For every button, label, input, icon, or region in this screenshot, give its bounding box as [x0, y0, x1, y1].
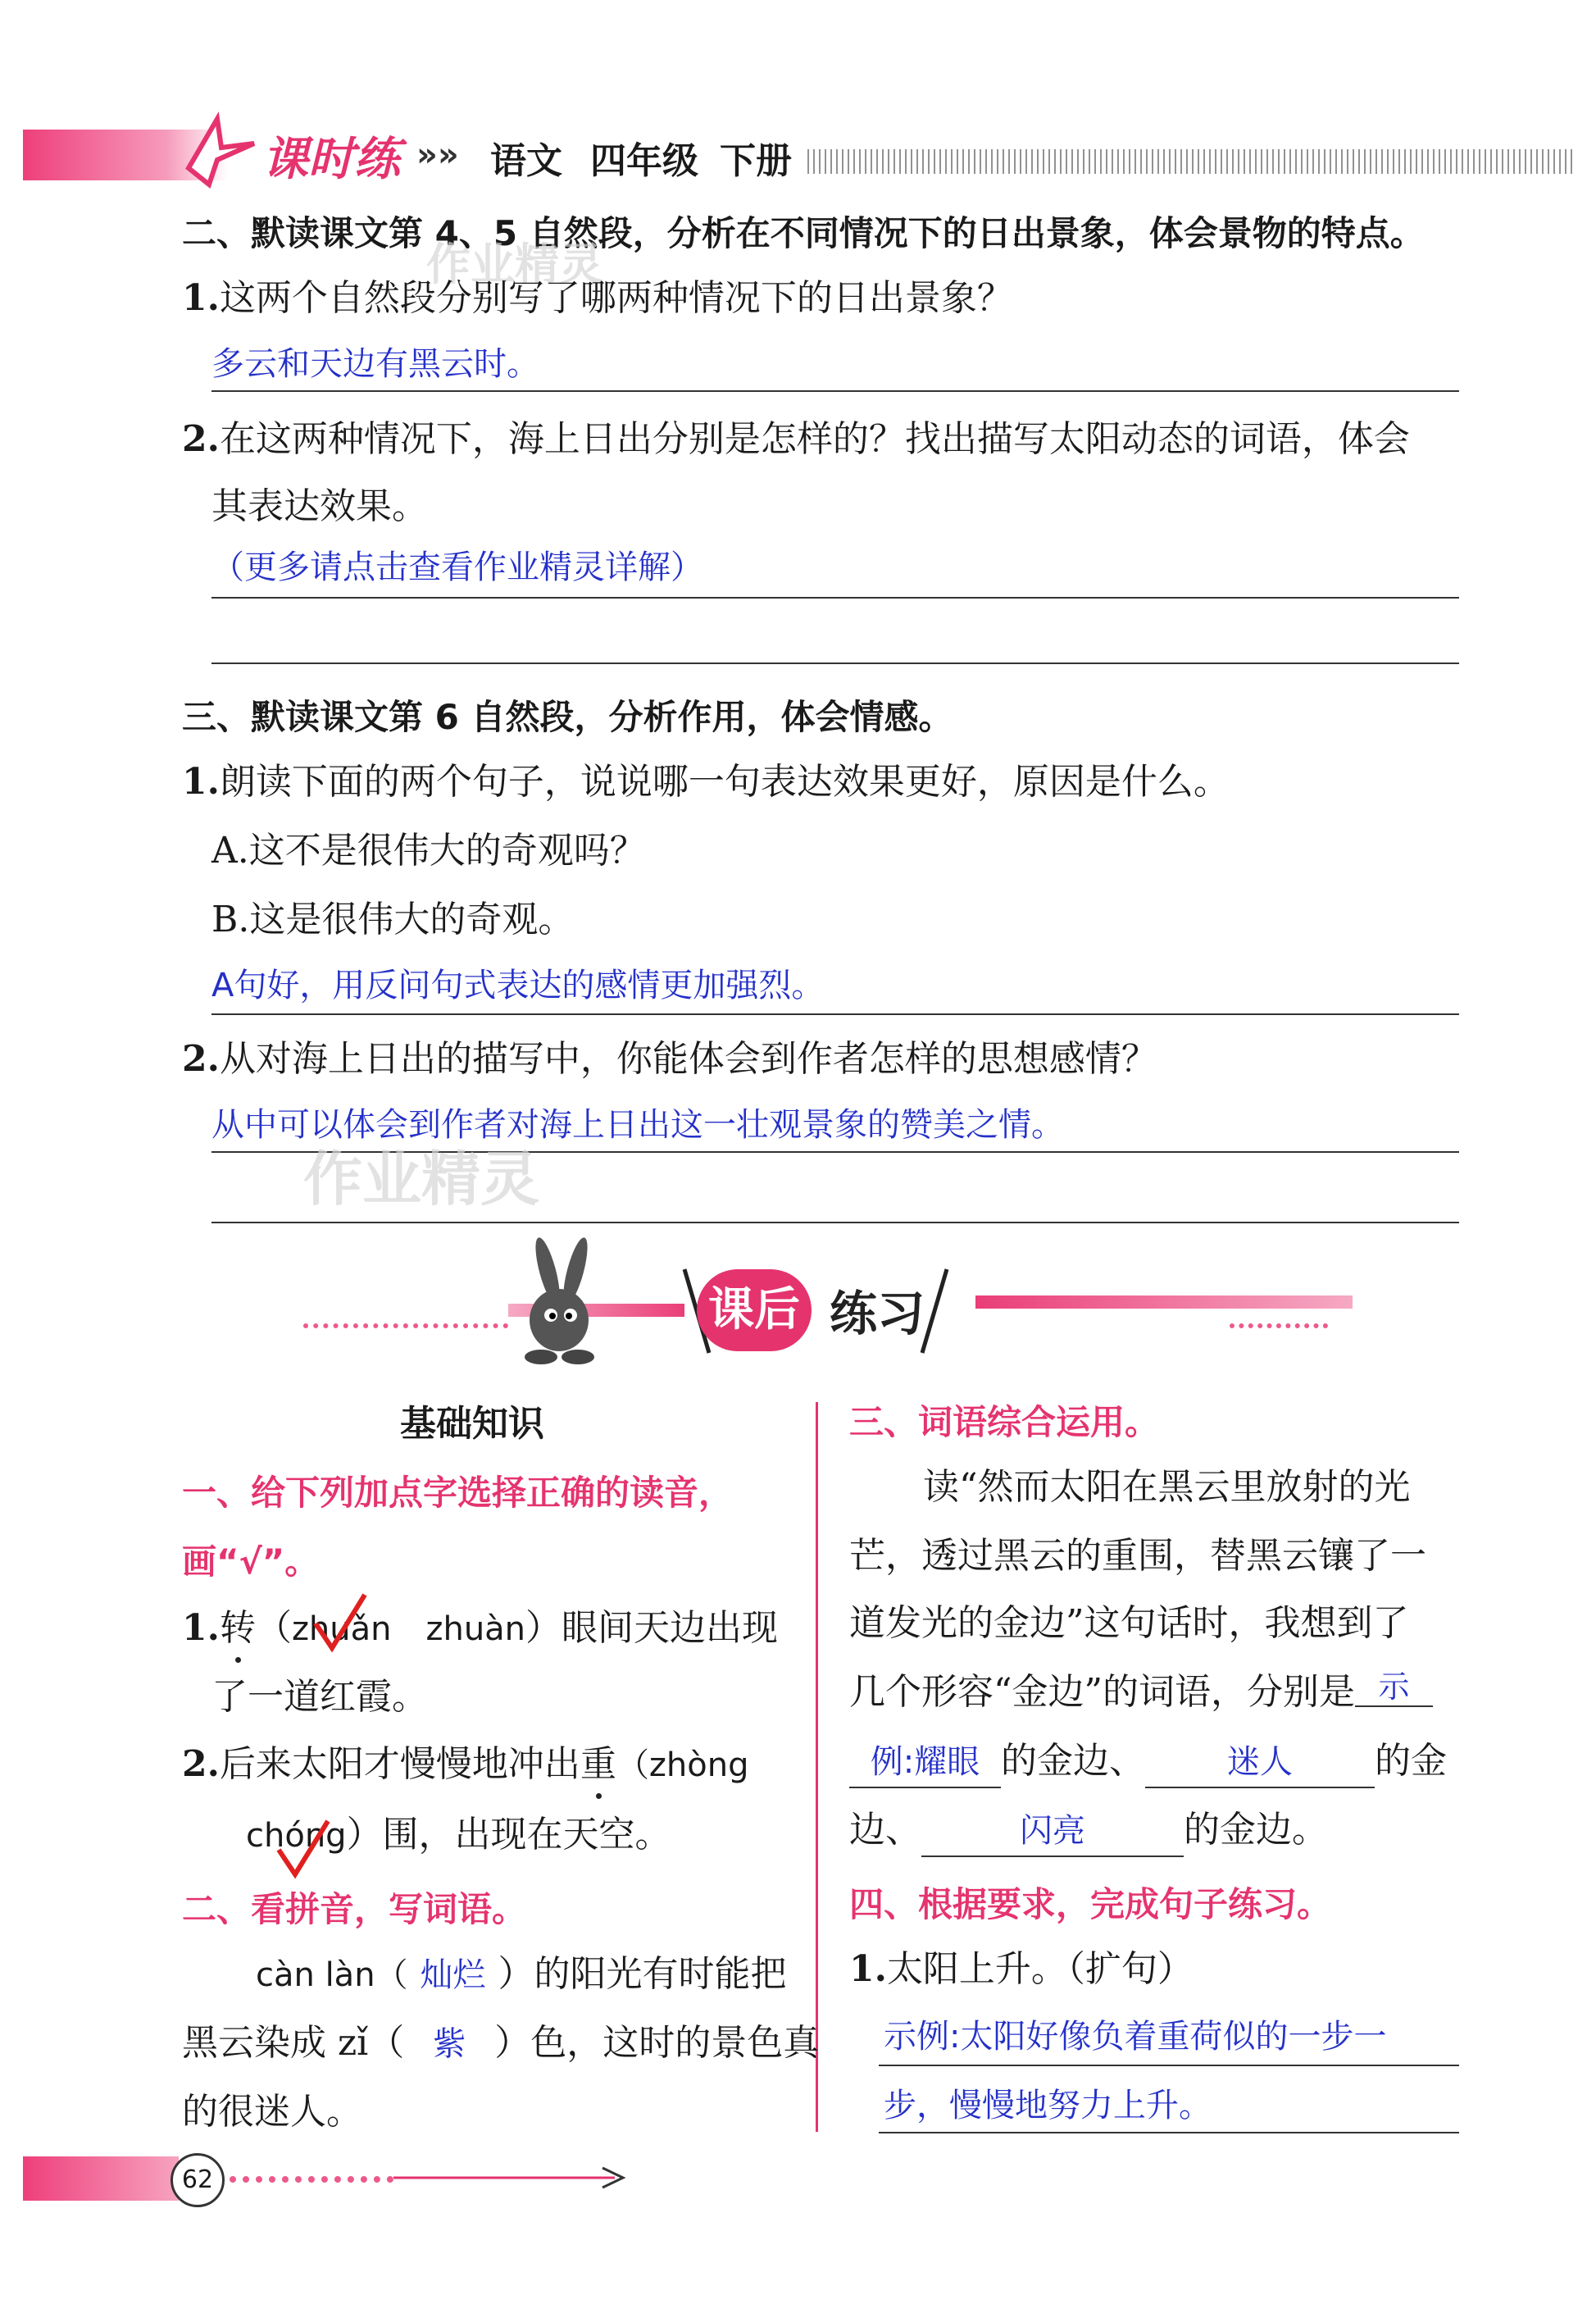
- right-s3-line3: 道发光的金边”这句话时，我想到了: [849, 1602, 1409, 1644]
- right-s3-title: 三、词语综合运用。: [849, 1402, 1160, 1442]
- option-b: B.这是很伟大的奇观。: [211, 899, 575, 940]
- watermark: 作业精灵: [303, 1145, 540, 1213]
- answer-line: [879, 2065, 1459, 2066]
- header-arrows: »»: [416, 136, 459, 174]
- header-subject: 语文: [490, 140, 562, 182]
- q-text: ）围，出现在天空。: [346, 1814, 671, 1855]
- q-text: 后来太阳才慢慢地冲出: [219, 1743, 580, 1785]
- answer-line: [211, 390, 1459, 392]
- q-number: 2.: [182, 1038, 220, 1080]
- section2-q2: [182, 415, 1410, 464]
- dotted-char: 转: [220, 1604, 256, 1653]
- answer-fill: 迷人: [1145, 1737, 1375, 1788]
- header-grade: 四年级: [590, 140, 698, 182]
- section2-q2-answer: （更多请点击查看作业精灵详解）: [211, 549, 703, 586]
- right-s4-answer-line2: 步，慢慢地努力上升。: [884, 2087, 1212, 2124]
- banner-dots-right: [1230, 1323, 1328, 1328]
- q-text: 边、: [849, 1809, 921, 1851]
- section3-q2: [182, 1035, 1157, 1084]
- banner-label-2: 练习: [830, 1286, 925, 1341]
- left-s1-q2: [182, 1740, 749, 1790]
- right-s4-title: 四、根据要求，完成句子练习。: [849, 1884, 1332, 1924]
- q-number: 1.: [182, 761, 220, 803]
- answer-fill: 紫: [433, 2025, 466, 2063]
- banner-label-1: 课后: [697, 1269, 812, 1351]
- q-number: 1.: [849, 1948, 887, 1990]
- right-s3-line2: 芒，透过黑云的重围，替黑云镶了一: [849, 1535, 1426, 1577]
- q-text: 的金: [1375, 1740, 1447, 1782]
- pinyin-option-2[interactable]: zhuàn: [425, 1610, 526, 1648]
- banner-bar-right: [975, 1295, 1353, 1309]
- star-icon: [172, 111, 262, 189]
- section2-q1: [182, 274, 1013, 323]
- q-text: 几个形容“金边”的词语，分别是: [849, 1671, 1355, 1713]
- paren: （: [255, 1607, 292, 1649]
- q-text: 在这两种情况下，海上日出分别是怎样的？找出描写太阳动态的词语，体会: [219, 418, 1410, 460]
- pinyin-option-1[interactable]: zhuǎn: [291, 1610, 392, 1648]
- section3-q2-answer: 从中可以体会到作者对海上日出这一壮观景象的赞美之情。: [211, 1106, 1064, 1144]
- q-text: 太阳上升。（扩句）: [886, 1948, 1194, 1990]
- q-text: 的金边、: [1001, 1740, 1145, 1782]
- page-number: 62: [171, 2153, 225, 2207]
- answer-line: [211, 663, 1459, 664]
- logo-text: 课时练: [262, 133, 400, 186]
- left-s1-title-line2: 画“√”。: [182, 1541, 320, 1582]
- section3-q1-answer: A句好，用反问句式表达的感情更加强烈。: [211, 967, 825, 1004]
- rabbit-icon: [508, 1230, 615, 1369]
- q-number: 2.: [182, 1743, 220, 1785]
- q-text: 从对海上日出的描写中，你能体会到作者怎样的思想感情？: [219, 1038, 1157, 1080]
- right-s3-line5: [849, 1737, 1447, 1788]
- checkmark-icon: [311, 1591, 369, 1656]
- q-text: 的金边。: [1184, 1809, 1328, 1851]
- section2-title: 二、默读课文第 4、5 自然段，分析在不同情况下的日出景象，体会景物的特点。: [182, 213, 1425, 253]
- q-number: 1.: [182, 1607, 220, 1649]
- watermark: 作业精灵: [426, 239, 603, 290]
- pinyin-option-2[interactable]: chóng: [246, 1817, 347, 1855]
- footer-dots: [230, 2176, 393, 2183]
- right-s4-answer-line1: 示例:太阳好像负着重荷似的一步一: [884, 2018, 1387, 2056]
- section3-q1: [182, 758, 1230, 807]
- q-number: 2.: [182, 418, 220, 460]
- answer-fill: 闪亮: [921, 1806, 1184, 1857]
- footer-bar: [23, 2156, 179, 2201]
- banner-dots-left: [303, 1323, 508, 1328]
- right-s3-line6: [849, 1805, 1328, 1857]
- left-s2-title: 二、看拼音，写词语。: [182, 1889, 527, 1929]
- answer-fill: 灿烂: [420, 1956, 486, 1994]
- left-s1-q1-line2: 了一道红霞。: [211, 1676, 428, 1718]
- answer-line: [211, 1013, 1459, 1015]
- section2-q1-answer: 多云和天边有黑云时。: [211, 345, 539, 383]
- header-hatch: [807, 149, 1574, 174]
- dotted-char: 重: [580, 1740, 616, 1789]
- q-text: ）的阳光有时能把: [498, 1953, 787, 1995]
- option-a: A.这不是很伟大的奇观吗？: [211, 830, 646, 872]
- q-text: 这两个自然段分别写了哪两种情况下的日出景象？: [219, 277, 1013, 319]
- answer-line: [211, 597, 1459, 599]
- q-text: ）色，这时的景色真: [494, 2022, 820, 2064]
- q-text: 朗读下面的两个句子，说说哪一句表达效果更好，原因是什么。: [219, 761, 1230, 803]
- arrow-right-icon: [393, 2161, 639, 2194]
- answer-line: [211, 1222, 1459, 1223]
- q-number: 1.: [182, 277, 220, 319]
- q-text: 黑云染成 zǐ（: [182, 2022, 405, 2064]
- left-s2-line3: 的很迷人。: [182, 2091, 362, 2133]
- pinyin: càn làn（: [256, 1956, 408, 1994]
- section3-title: 三、默读课文第 6 自然段，分析作用，体会情感。: [182, 697, 953, 737]
- left-s1-title-line1: 一、给下列加点字选择正确的读音，: [182, 1473, 734, 1513]
- left-heading: 基础知识: [400, 1403, 544, 1445]
- answer-fill: 例:耀眼: [849, 1737, 1001, 1788]
- right-s3-line1: 读“然而太阳在黑云里放射的光: [923, 1466, 1411, 1508]
- section2-q2-line2: 其表达效果。: [211, 485, 428, 527]
- pinyin-option-1[interactable]: （zhòng: [616, 1746, 749, 1784]
- answer-fill: 示: [1355, 1668, 1433, 1707]
- left-s2-line1: [256, 1950, 787, 2000]
- right-s4-q1: [849, 1945, 1194, 1994]
- answer-line: [879, 2132, 1459, 2133]
- header-volume: 下册: [720, 140, 792, 182]
- left-s1-q1: [182, 1604, 778, 1654]
- checkmark-icon: [275, 1817, 332, 1883]
- q-text: ）眼间天边出现: [525, 1607, 779, 1649]
- left-s2-line2: [182, 2019, 819, 2069]
- right-s3-line4: [849, 1668, 1433, 1717]
